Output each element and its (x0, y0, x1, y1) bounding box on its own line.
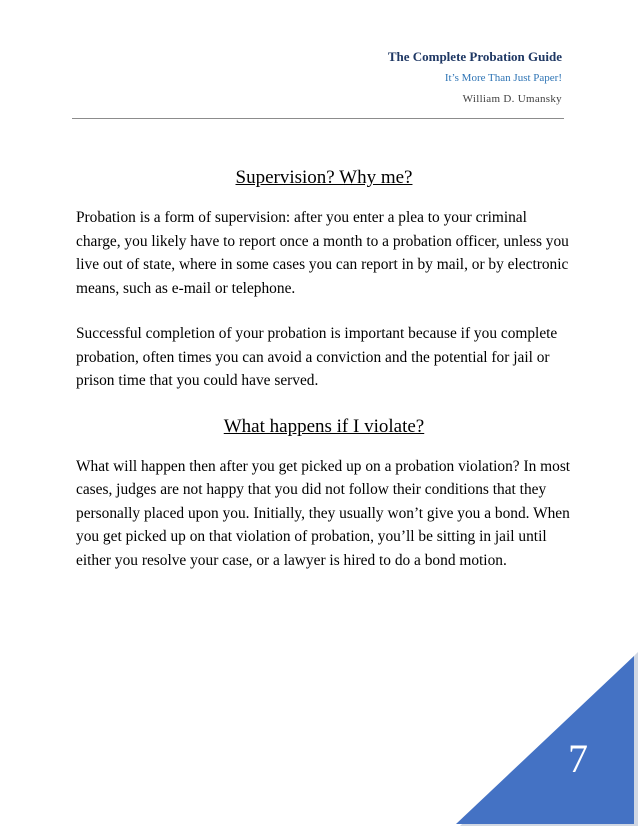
header-author: William D. Umansky (462, 93, 562, 105)
section-heading-violation: What happens if I violate? (223, 415, 425, 437)
page-body (76, 166, 572, 594)
paragraph-successful-completion: Successful completion of your probation is important because if you complete probation, often times you can avoid a conviction and the potential for jail or prison time that you could have served. (76, 325, 558, 389)
paragraph-violation-consequences: What will happen then after you get picked up on a probation violation? In most cases, judges are not happy that you did not follow their conditions that they personally placed upon you. Initially, they usually won’t give you a bond. When you get picked up on that violation of probation, you’ll be sitting in jail until either you resolve your case, or a lawyer is hired to do a bond motion. (76, 457, 571, 569)
paragraph-probation-definition: Probation is a form of supervision: after you enter a plea to your criminal charge, you likely have to report once a month to a probation officer, unless you live out of state, where in some cases you can report in by mail, or by electronic means, such as e-mail or telephone. (76, 209, 569, 297)
header-divider (72, 118, 564, 119)
header-subtitle: It’s More Than Just Paper! (444, 72, 562, 84)
section-heading-supervision: Supervision? Why me? (235, 167, 413, 188)
page-corner-triangle (450, 652, 638, 826)
header-title: The Complete Probation Guide (387, 49, 562, 64)
page-number: 7 (568, 736, 588, 781)
corner-fill (456, 656, 634, 824)
running-header (388, 48, 562, 106)
